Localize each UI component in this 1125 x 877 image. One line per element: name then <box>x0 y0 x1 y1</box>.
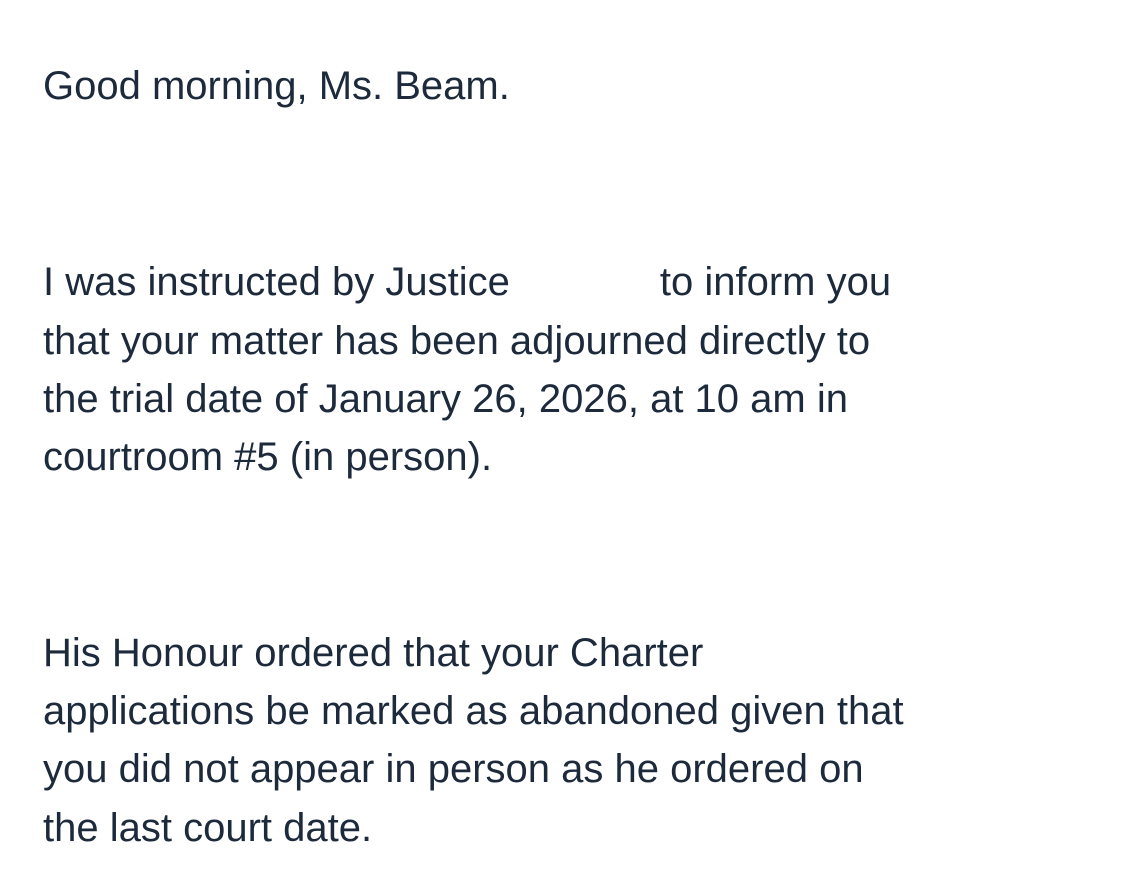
paragraph-1-line-1-start: I was instructed by Justice <box>43 260 510 304</box>
greeting: Good morning, Ms. Beam. <box>43 64 510 108</box>
paragraph-1-line-3: the trial date of January 26, 2026, at 10 am in <box>43 377 848 421</box>
paragraph-2-line-4: the last court date. <box>43 806 373 850</box>
paragraph-2-line-1: His Honour ordered that your Charter <box>43 631 704 675</box>
paragraph-2-line-2: applications be marked as abandoned given that <box>43 689 904 733</box>
paragraph-1-line-1 <box>43 258 891 306</box>
redacted-name <box>510 264 660 304</box>
paragraph-1-line-2: that your matter has been adjourned directly to <box>43 319 871 363</box>
paragraph-1-line-1-end: to inform you <box>659 260 892 304</box>
paragraph-1-line-4: courtroom #5 (in person). <box>43 435 493 479</box>
paragraph-2-line-3: you did not appear in person as he ordered on <box>43 747 864 791</box>
